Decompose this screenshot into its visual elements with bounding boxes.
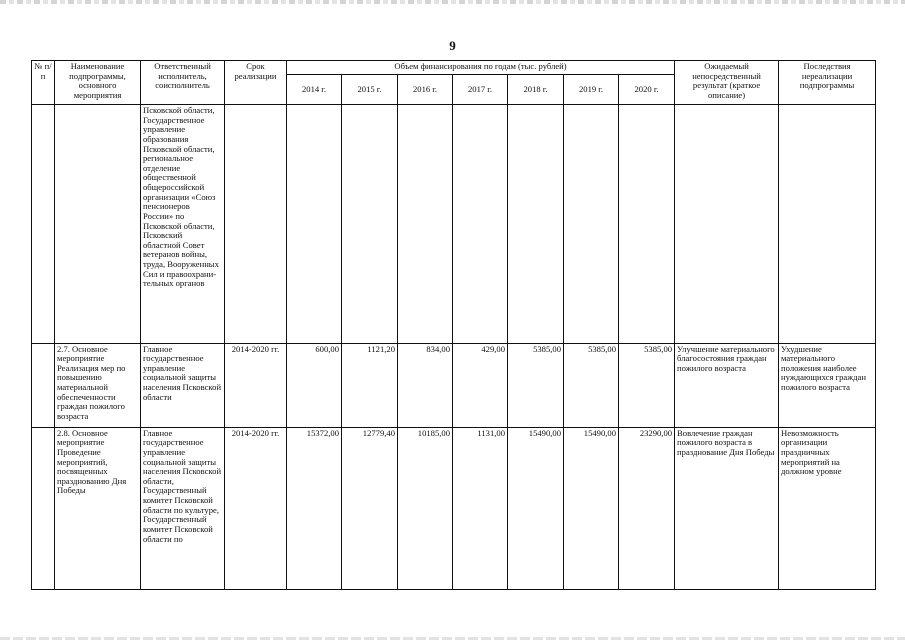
header-year-2015: 2015 г. [342,75,398,105]
row-value-2015: 12779,40 [342,427,398,589]
table-row [32,427,876,589]
row-value-2019: 15490,00 [564,427,619,589]
row-value-2014: 15372,00 [287,427,342,589]
row-value-2020 [619,105,675,343]
table-row [32,343,876,427]
row-value-2016 [398,105,453,343]
row-no [32,427,55,589]
header-period: Срок реализации [225,61,287,105]
row-responsible: Главное государственное управление социальной защиты населения Псковской области, Государственный комитет Псковской области по культуре, Государственный комитет Псковской области по [141,427,225,589]
row-consequences: Ухудшение материального положения наиболее нуждающихся граждан пожилого возраста [779,343,876,427]
row-value-2019 [564,105,619,343]
scan-edge-top [0,0,905,4]
header-year-2017: 2017 г. [453,75,508,105]
row-result: Улучшение материального благосостояния граждан пожилого возраста [675,343,779,427]
row-value-2020: 5385,00 [619,343,675,427]
row-value-2015: 1121,20 [342,343,398,427]
row-name [55,105,141,343]
row-period: 2014-2020 гг. [225,427,287,589]
header-row-top [32,61,876,75]
funding-table [31,60,876,590]
row-value-2018: 5385,00 [508,343,564,427]
row-value-2017: 1131,00 [453,427,508,589]
header-year-2019: 2019 г. [564,75,619,105]
table-row [32,105,876,343]
row-consequences [779,105,876,343]
row-value-2017 [453,105,508,343]
row-value-2019: 5385,00 [564,343,619,427]
row-value-2015 [342,105,398,343]
row-value-2014 [287,105,342,343]
header-funding-group: Объем финансирования по годам (тыс. рублей) [287,61,675,75]
header-year-2018: 2018 г. [508,75,564,105]
header-responsible: Ответственный исполнитель, соисполнитель [141,61,225,105]
row-value-2018: 15490,00 [508,427,564,589]
header-year-2014: 2014 г. [287,75,342,105]
header-consequences: Последствия нереализации подпрограммы [779,61,876,105]
header-no: № п/п [32,61,55,105]
header-year-2020: 2020 г. [619,75,675,105]
row-period: 2014-2020 гг. [225,343,287,427]
header-name: Наименование подпрограммы, основного мероприятия [55,61,141,105]
row-value-2016: 834,00 [398,343,453,427]
page-number: 9 [449,38,456,53]
row-value-2020: 23290,00 [619,427,675,589]
row-name: 2.8. Основное мероприятие Проведение мероприятий, посвященных празднованию Дня Победы [55,427,141,589]
header-year-2016: 2016 г. [398,75,453,105]
row-responsible: Главное государственное управление социальной защиты населения Псковской области [141,343,225,427]
row-value-2017: 429,00 [453,343,508,427]
row-value-2018 [508,105,564,343]
row-consequences: Невозможность организации праздничных мероприятий на должном уровне [779,427,876,589]
header-result: Ожидаемый непосредственный результат (краткое описание) [675,61,779,105]
row-responsible: Псковской области, Государственное управление образования Псковской области, региональное отделение общественной общероссийской организации «Союз пенсионеров России» по Псковской области, Псковский областной Совет ветеранов войны, труда, Вооруженных Сил и правоохрани-тельных органов [141,105,225,343]
row-name: 2.7. Основное мероприятие Реализация мер по повышению материальной обеспеченности граждан пожилого возраста [55,343,141,427]
row-value-2014: 600,00 [287,343,342,427]
row-no [32,105,55,343]
row-result: Вовлечение граждан пожилого возраста в празднование Дня Победы [675,427,779,589]
row-result [675,105,779,343]
row-no [32,343,55,427]
row-period [225,105,287,343]
row-value-2016: 10185,00 [398,427,453,589]
